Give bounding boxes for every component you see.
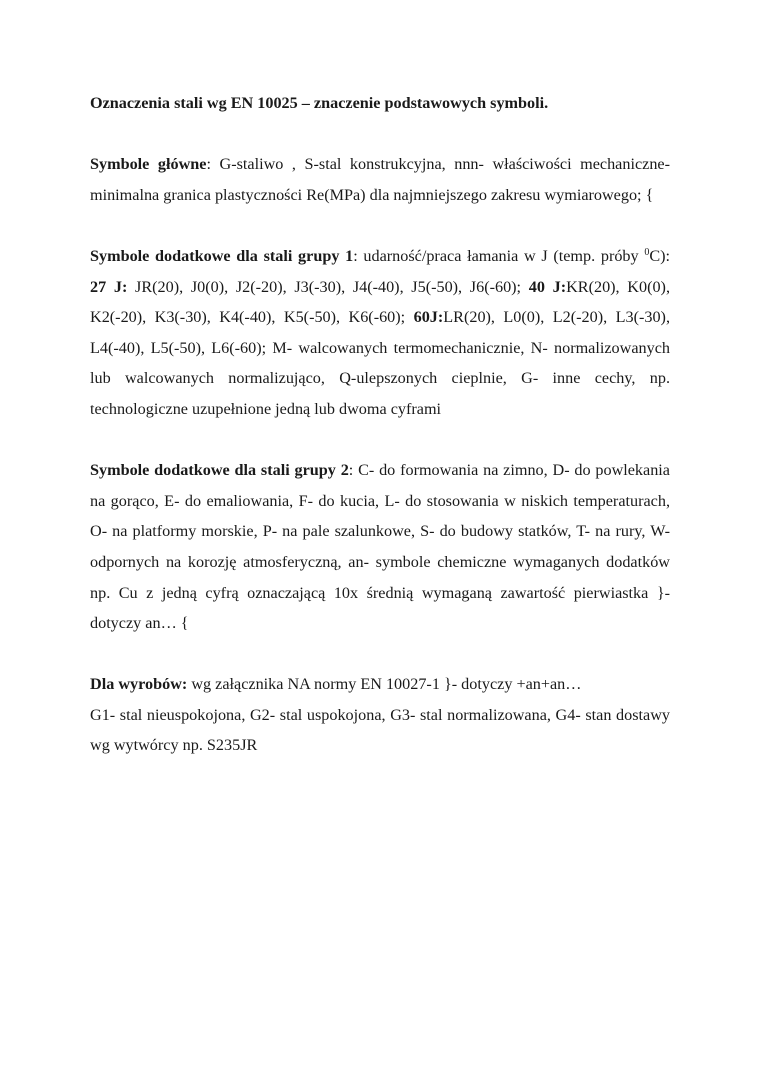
group1-intro: : udarność/praca łamania w J (temp. próby: [353, 246, 645, 265]
group1-values-40: KR(20), K0(0), K2(-20), K3(-30), K4(-40), K5(-50), K6(-60);: [90, 277, 670, 327]
group1-label-27: 27 J:: [90, 277, 128, 296]
group1-label-40: 40 J:: [528, 277, 567, 296]
group1-after-sup: C):: [649, 246, 670, 265]
document-title: Oznaczenia stali wg EN 10025 – znaczenie podstawowych symboli.: [90, 94, 549, 112]
spacer: [90, 639, 670, 670]
spacer: [90, 119, 670, 150]
group1-degree-sup: 0: [644, 246, 650, 258]
group1-values-60: LR(20), L0(0), L2(-20), L3(-30), L4(-40), L5(-50), L6(-60); M- walcowanych termomechanicznie, N- normalizowanych lub walcowanych normalizująco, Q-ulepszonych cieplnie, G- inne cechy, np. technologiczne uzupełnione jedną lub dwoma cyframi: [90, 308, 670, 418]
group2-text: : C- do formowania na zimno, D- do powlekania na gorąco, E- do emaliowania, F- do kucia, L- do stosowania w niskich temperaturach, O- na platformy morskie, P- na pale szalunkowe, S- do budowy statków, T- na rury, W- odpornych na korozję atmosferyczną, an- symbole chemiczne wymaganych dodatków np. Cu z jedną cyfrą oznaczającą 10x średnią wymaganą zawartość pierwiastka }- dotyczy an… {: [90, 461, 670, 633]
spacer: [90, 210, 670, 241]
products-paragraph: [90, 669, 670, 700]
main-symbols-paragraph: [90, 149, 670, 210]
document-page: [90, 88, 670, 761]
products-example: np. S235JR: [182, 736, 258, 755]
group2-paragraph: [90, 455, 670, 639]
products-line2-paragraph: [90, 700, 670, 761]
group2-heading: Symbole dodatkowe dla stali grupy 2: [90, 461, 349, 480]
group1-label-60: 60J:: [413, 308, 444, 327]
products-line2: G1- stal nieuspokojona, G2- stal uspokojona, G3- stal normalizowana, G4- stan dostawy wg wytwórcy: [90, 705, 670, 755]
products-text: wg załącznika NA normy EN 10027-1 }- dotyczy +an+an…: [187, 675, 582, 694]
group1-paragraph: [90, 241, 670, 425]
main-symbols-text: : G-staliwo , S-stal konstrukcyjna, nnn- właściwości mechaniczne- minimalna granica plastyczności Re(MPa) dla najmniejszego zakresu wymiarowego; {: [90, 155, 670, 204]
group1-heading: Symbole dodatkowe dla stali grupy 1: [90, 246, 354, 265]
spacer: [90, 425, 670, 456]
products-heading: Dla wyrobów:: [90, 675, 188, 694]
group1-values-27: JR(20), J0(0), J2(-20), J3(-30), J4(-40), J5(-50), J6(-60);: [127, 277, 529, 296]
main-symbols-heading: Symbole główne: [90, 155, 207, 174]
